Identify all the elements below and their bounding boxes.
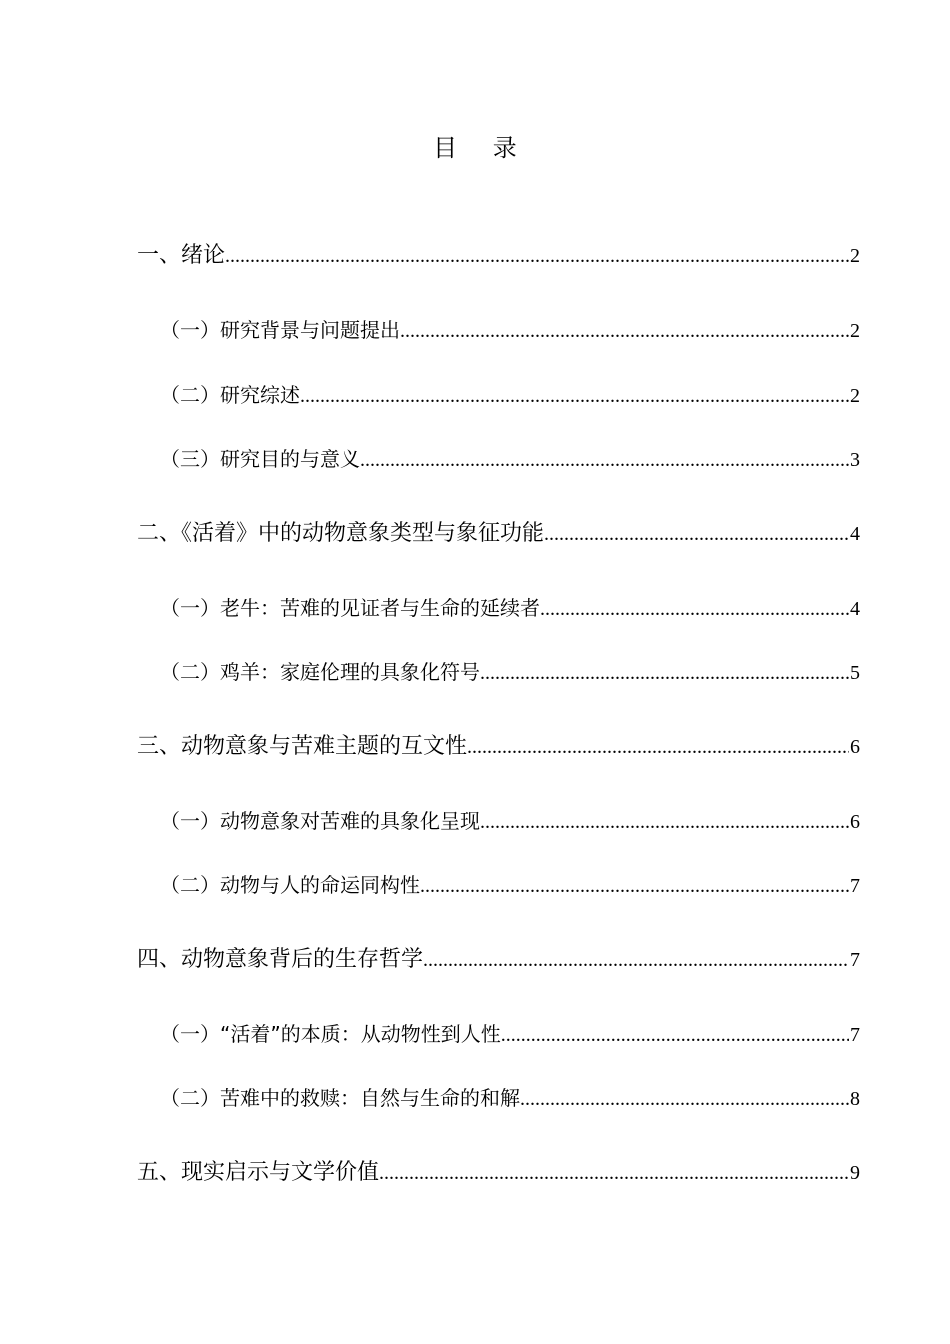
toc-leader-dots — [480, 807, 849, 837]
toc-entry-section-3-2[interactable] — [160, 870, 860, 900]
toc-page-number: 9 — [850, 1162, 860, 1184]
toc-leader-dots — [225, 241, 849, 271]
toc-leader-dots — [420, 871, 849, 901]
toc-page-number: 2 — [850, 320, 860, 342]
toc-entry-chapter-4[interactable] — [137, 945, 860, 975]
toc-leader-dots — [540, 594, 849, 624]
toc-entry-chapter-3[interactable] — [137, 732, 860, 762]
toc-page-number: 7 — [850, 875, 860, 897]
toc-entry-text: 一、绪论 — [137, 243, 226, 268]
toc-entry-text: （一）研究背景与问题提出 — [160, 318, 400, 342]
toc-entry-text: （一）动物意象对苦难的具象化呈现 — [160, 809, 480, 833]
toc-leader-dots — [423, 945, 849, 975]
toc-entry-chapter-5[interactable] — [137, 1158, 860, 1188]
toc-entry-chapter-1[interactable] — [137, 241, 860, 271]
toc-entry-text: （一）“活着”的本质：从动物性到人性 — [160, 1022, 501, 1046]
toc-entry-text: 四、动物意象背后的生存哲学 — [137, 947, 424, 972]
toc-entry-section-1-2[interactable] — [160, 380, 860, 410]
toc-entry-section-2-2[interactable] — [160, 657, 860, 687]
toc-page-number: 3 — [850, 449, 860, 471]
toc-page-number: 2 — [850, 245, 860, 267]
toc-leader-dots — [300, 381, 849, 411]
toc-entry-text: （二）苦难中的救赎：自然与生命的和解 — [160, 1086, 520, 1110]
toc-entry-text: 三、动物意象与苦难主题的互文性 — [137, 734, 468, 759]
toc-title: 目 录 — [433, 134, 531, 162]
toc-entry-section-1-3[interactable] — [160, 444, 860, 474]
toc-entry-section-4-2[interactable] — [160, 1083, 860, 1113]
toc-page-number: 4 — [850, 598, 860, 620]
toc-leader-dots — [379, 1158, 849, 1188]
toc-leader-dots — [480, 658, 849, 688]
toc-entry-section-4-1[interactable] — [160, 1019, 860, 1049]
toc-page-number: 6 — [850, 811, 860, 833]
toc-leader-dots — [360, 445, 849, 475]
toc-page-number: 5 — [850, 662, 860, 684]
toc-leader-dots — [520, 1084, 849, 1114]
toc-entry-section-2-1[interactable] — [160, 593, 860, 623]
toc-page-number: 7 — [850, 949, 860, 971]
toc-entry-text: （二）研究综述 — [160, 383, 300, 407]
toc-leader-dots — [467, 732, 849, 762]
toc-page-number: 4 — [850, 523, 860, 545]
toc-entry-section-1-1[interactable] — [160, 315, 860, 345]
toc-entry-text: （一）老牛：苦难的见证者与生命的延续者 — [160, 596, 540, 620]
toc-entry-text: （二）动物与人的命运同构性 — [160, 873, 420, 897]
toc-leader-dots — [400, 316, 849, 346]
toc-leader-dots — [501, 1020, 849, 1050]
toc-entry-chapter-2[interactable] — [137, 519, 860, 549]
toc-page-number: 6 — [850, 736, 860, 758]
toc-page-number: 7 — [850, 1024, 860, 1046]
toc-page-number: 8 — [850, 1088, 860, 1110]
toc-entry-text: （三）研究目的与意义 — [160, 447, 360, 471]
toc-entry-text: 二、《活着》中的动物意象类型与象征功能 — [137, 521, 545, 546]
toc-entry-section-3-1[interactable] — [160, 806, 860, 836]
toc-leader-dots — [544, 519, 849, 549]
toc-entry-text: （二）鸡羊：家庭伦理的具象化符号 — [160, 660, 480, 684]
toc-entry-text: 五、现实启示与文学价值 — [137, 1160, 380, 1185]
toc-page-number: 2 — [850, 385, 860, 407]
